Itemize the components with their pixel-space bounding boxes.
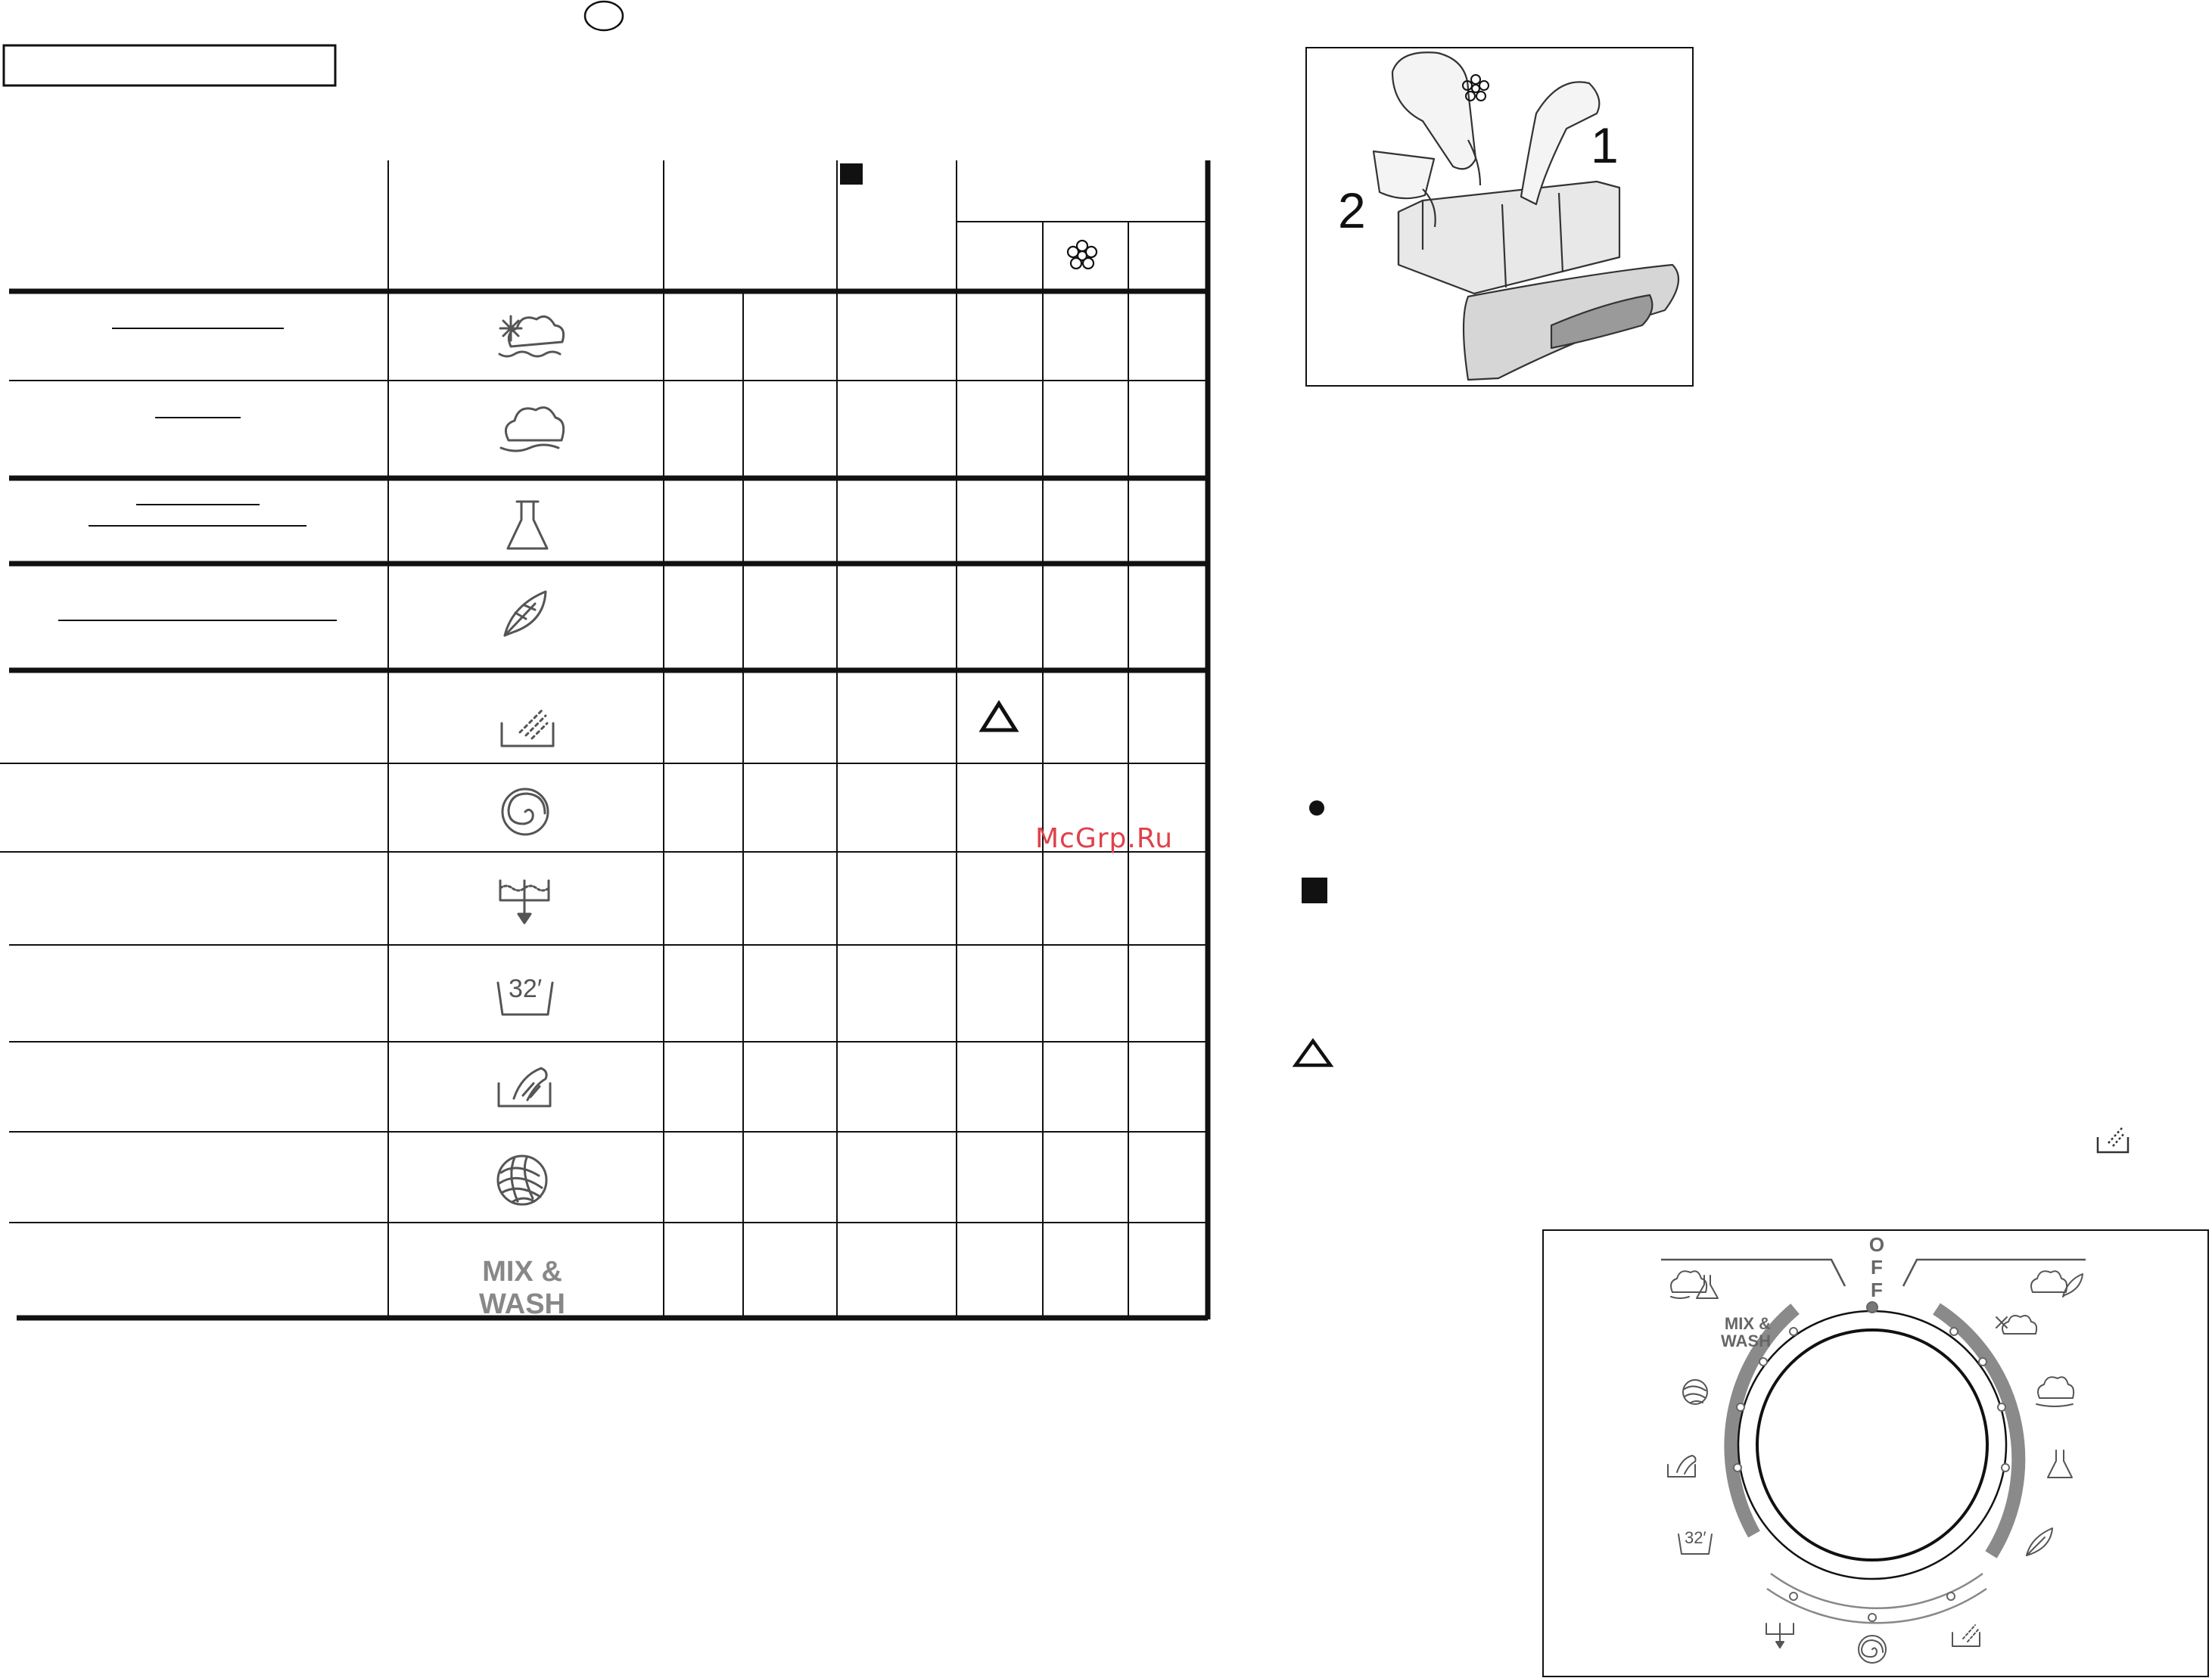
rinse-programme-icon <box>502 710 553 746</box>
cotton-programme-icon <box>501 408 564 451</box>
softener-flower-icon <box>1068 241 1097 269</box>
dial-hand-wash-icon <box>1668 1456 1696 1477</box>
hand-wash-programme-icon <box>499 1068 550 1106</box>
dial-rapid-32-icon-number: 32′ <box>1685 1528 1706 1547</box>
watermark: McGrp.Ru <box>1035 823 1174 854</box>
dial-stain-steam-icon <box>1996 1316 2036 1334</box>
language-badge <box>585 2 623 30</box>
dial-drain-icon <box>1766 1624 1794 1648</box>
detergent-drawer-illustration <box>1374 52 1678 380</box>
rapid-32-icon-number: 32′ <box>509 974 543 1003</box>
drain-programme-icon <box>500 881 549 923</box>
mix-wash-programme-label: MIX & WASH <box>479 1256 565 1320</box>
dial-wool-icon <box>1683 1380 1707 1404</box>
dial-spin-icon <box>1859 1636 1886 1663</box>
drawer-compartment-2-label: 2 <box>1338 182 1366 238</box>
synthetic-programme-icon <box>508 502 547 548</box>
rinse-legend-icon <box>2098 1128 2128 1152</box>
delicate-programme-icon <box>505 592 546 635</box>
stain-steam-programme-icon <box>499 316 564 356</box>
dial-cotton-synthetic-icon <box>1671 1271 1718 1298</box>
dot-legend-icon <box>1309 800 1324 816</box>
dial-synthetic-icon <box>2048 1450 2072 1478</box>
drawer-compartment-1-label: 1 <box>1591 117 1619 173</box>
square-legend-icon <box>1302 878 1327 903</box>
dial-cotton-delicate-icon <box>2031 1271 2083 1297</box>
dial-cotton-icon <box>2036 1377 2074 1406</box>
dial-delicate-icon <box>2027 1528 2052 1555</box>
programme-table <box>0 160 1208 1319</box>
title-box <box>4 45 335 85</box>
dial-off-label: OFF <box>1865 1233 1888 1301</box>
wool-programme-icon <box>498 1156 546 1204</box>
spin-programme-icon <box>502 789 548 834</box>
triangle-legend-icon <box>1296 1041 1330 1065</box>
dial-rinse-icon <box>1952 1625 1980 1646</box>
dial-mix-wash-label: MIX & WASH <box>1721 1314 1771 1350</box>
square-marker-header-icon <box>840 163 863 185</box>
triangle-marker-icon <box>982 704 1016 730</box>
